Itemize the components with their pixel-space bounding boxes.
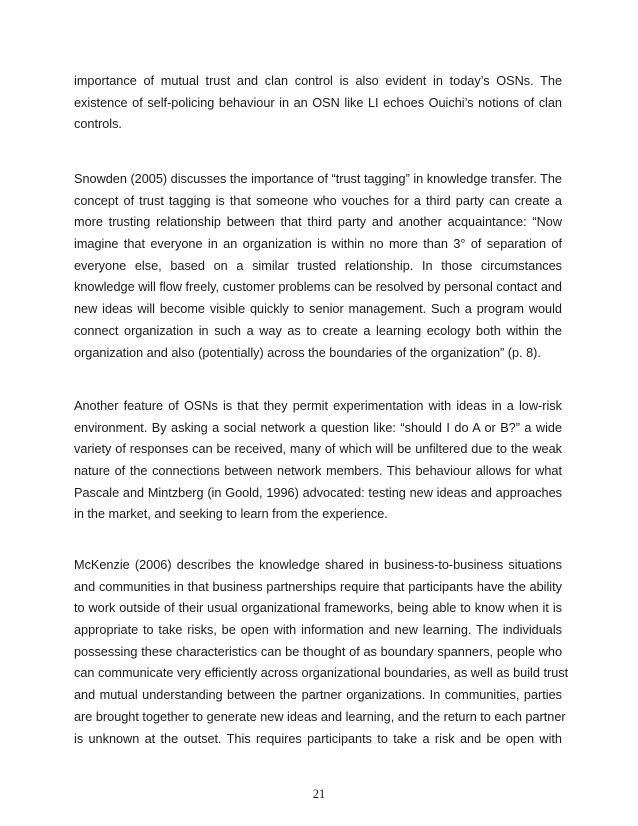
text-line: to work outside of their usual organizational frameworks, being able to know when it is: [74, 601, 562, 616]
text-line: environment. By asking a social network a question like: “should I do A or B?” a wide: [74, 420, 562, 435]
paragraph-experimentation: [74, 396, 562, 526]
text-line: connect organization in such a way as to create a learning ecology both within the: [74, 323, 562, 338]
text-line: can communicate very efficiently across organizational boundaries, as well as build trust: [74, 666, 569, 681]
text-line: more trusting relationship between that third party and another acquaintance: “Now: [74, 215, 562, 230]
text-line: controls.: [74, 117, 122, 132]
text-line: McKenzie (2006) describes the knowledge shared in business-to-business situations: [74, 558, 562, 572]
paragraph-boundary-spanners: [74, 555, 569, 750]
text-line: are brought together to generate new ideas and learning, and the return to each partner: [74, 709, 566, 724]
text-line: imagine that everyone in an organization is within no more than 3° of separation of: [74, 237, 562, 252]
text-line: Another feature of OSNs is that they permit experimentation with ideas in a low-risk: [74, 399, 562, 413]
text-line: nature of the connections between network members. This behaviour allows for what: [74, 464, 562, 479]
text-line: concept of trust tagging is that someone who vouches for a third party can create a: [74, 193, 562, 208]
text-line: possessing these characteristics can be thought of as boundary spanners, people who: [74, 644, 562, 659]
paragraph-trust-tagging: [74, 169, 562, 364]
text-line: in the market, and seeking to learn from the experience.: [74, 507, 388, 522]
text-line: existence of self-policing behaviour in an OSN like LI echoes Ouichi’s notions of clan: [74, 95, 562, 110]
text-line: knowledge will flow freely, customer problems can be resolved by personal contact and: [74, 280, 562, 295]
text-line: everyone else, based on a similar trusted relationship. In those circumstances: [74, 258, 562, 273]
text-line: variety of responses can be received, many of which will be unfiltered due to the weak: [74, 442, 562, 457]
text-line: and communities in that business partnerships require that participants have the ability: [74, 579, 562, 594]
page-number: 21: [312, 787, 326, 801]
text-line: Pascale and Mintzberg (in Goold, 1996) advocated: testing new ideas and approaches: [74, 485, 562, 500]
text-line: and mutual understanding between the partner organizations. In communities, parties: [74, 688, 562, 703]
text-line: is unknown at the outset. This requires participants to take a risk and be open with: [74, 731, 562, 746]
text-line: importance of mutual trust and clan control is also evident in today’s OSNs. The: [74, 74, 562, 88]
text-line: new ideas will become visible quickly to senior management. Such a program would: [74, 302, 562, 317]
text-line: appropriate to take risks, be open with information and new learning. The individuals: [74, 623, 562, 638]
text-line: organization and also (potentially) across the boundaries of the organization” (p. 8).: [74, 345, 541, 360]
text-line: Snowden (2005) discusses the importance of “trust tagging” in knowledge transfer. The: [74, 172, 562, 186]
paragraph-clan-control: [74, 71, 562, 136]
